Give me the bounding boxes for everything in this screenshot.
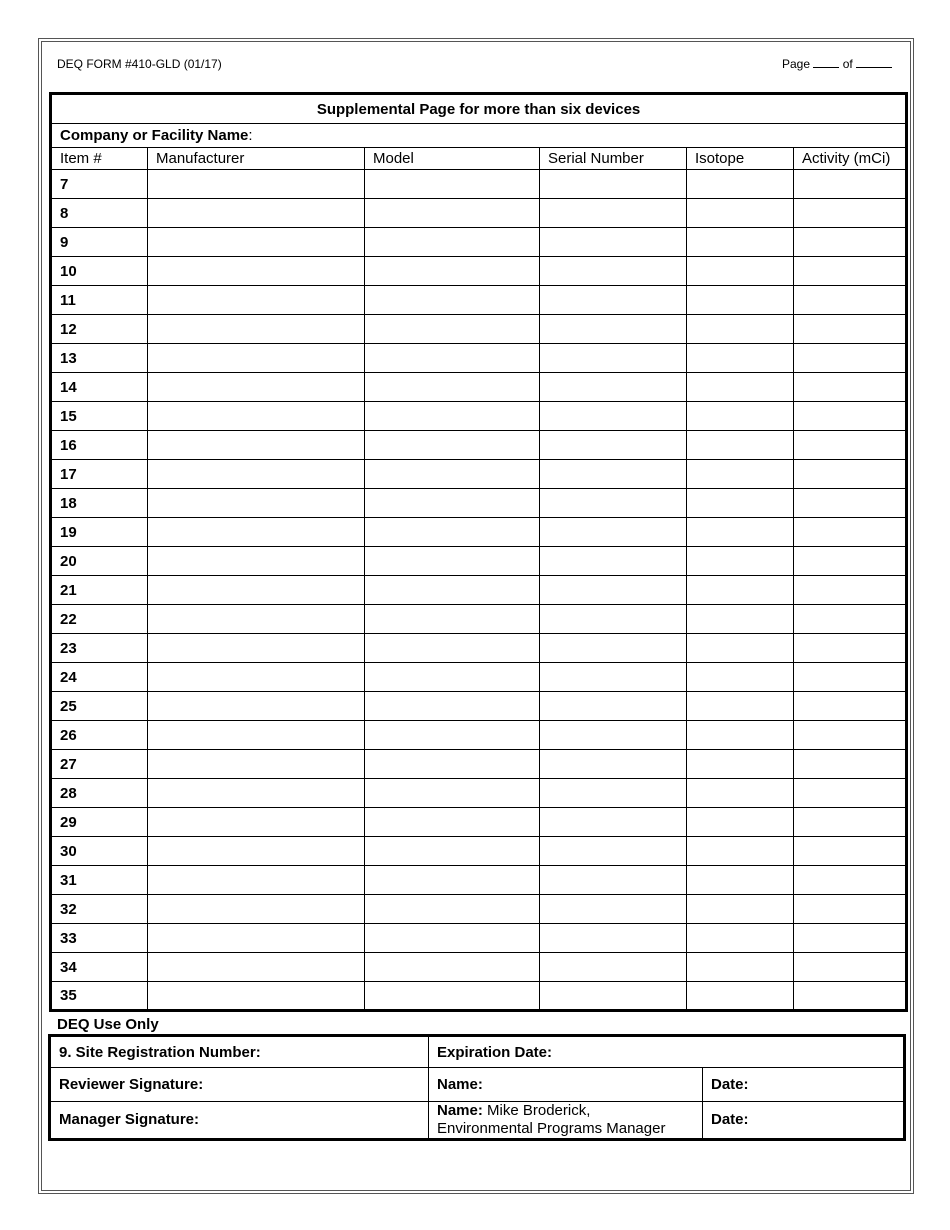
serial-number-cell[interactable] bbox=[540, 750, 687, 779]
table-row bbox=[51, 663, 907, 692]
serial-number-cell[interactable] bbox=[540, 953, 687, 982]
serial-number-cell[interactable] bbox=[540, 228, 687, 257]
deq-row-reviewer bbox=[50, 1068, 905, 1102]
item-number: 18 bbox=[51, 489, 148, 518]
item-number: 10 bbox=[51, 257, 148, 286]
item-number: 20 bbox=[51, 547, 148, 576]
serial-number-cell[interactable] bbox=[540, 489, 687, 518]
item-number: 29 bbox=[51, 808, 148, 837]
site-registration-field[interactable] bbox=[50, 1036, 429, 1068]
table-row bbox=[51, 547, 907, 576]
manufacturer-cell[interactable] bbox=[148, 315, 365, 344]
model-cell[interactable] bbox=[365, 402, 540, 431]
serial-number-cell[interactable] bbox=[540, 605, 687, 634]
item-number: 24 bbox=[51, 663, 148, 692]
column-header-isotope: Isotope bbox=[687, 148, 794, 170]
model-cell[interactable] bbox=[365, 721, 540, 750]
activity-cell[interactable] bbox=[794, 576, 907, 605]
activity-cell[interactable] bbox=[794, 721, 907, 750]
page-number-blank[interactable] bbox=[813, 57, 839, 68]
table-row bbox=[51, 750, 907, 779]
activity-cell[interactable] bbox=[794, 460, 907, 489]
isotope-cell[interactable] bbox=[687, 924, 794, 953]
item-number: 28 bbox=[51, 779, 148, 808]
isotope-cell[interactable] bbox=[687, 750, 794, 779]
isotope-cell[interactable] bbox=[687, 808, 794, 837]
deq-row-manager bbox=[50, 1102, 905, 1140]
reviewer-name-label: Name: bbox=[437, 1076, 483, 1093]
manager-signature-field[interactable] bbox=[50, 1102, 429, 1140]
serial-number-cell[interactable] bbox=[540, 982, 687, 1011]
activity-cell[interactable] bbox=[794, 779, 907, 808]
activity-cell[interactable] bbox=[794, 344, 907, 373]
item-number: 25 bbox=[51, 692, 148, 721]
item-number: 15 bbox=[51, 402, 148, 431]
item-number: 27 bbox=[51, 750, 148, 779]
item-number: 17 bbox=[51, 460, 148, 489]
activity-cell[interactable] bbox=[794, 837, 907, 866]
table-row bbox=[51, 895, 907, 924]
model-cell[interactable] bbox=[365, 315, 540, 344]
item-number: 9 bbox=[51, 228, 148, 257]
model-cell[interactable] bbox=[365, 489, 540, 518]
manufacturer-cell[interactable] bbox=[148, 431, 365, 460]
isotope-cell[interactable] bbox=[687, 721, 794, 750]
isotope-cell[interactable] bbox=[687, 228, 794, 257]
serial-number-cell[interactable] bbox=[540, 199, 687, 228]
column-header-manufacturer: Manufacturer bbox=[148, 148, 365, 170]
manufacturer-cell[interactable] bbox=[148, 228, 365, 257]
model-cell[interactable] bbox=[365, 431, 540, 460]
activity-cell[interactable] bbox=[794, 431, 907, 460]
activity-cell[interactable] bbox=[794, 257, 907, 286]
item-number: 14 bbox=[51, 373, 148, 402]
manufacturer-cell[interactable] bbox=[148, 721, 365, 750]
form-id: DEQ FORM #410-GLD (01/17) bbox=[57, 57, 222, 71]
isotope-cell[interactable] bbox=[687, 779, 794, 808]
model-cell[interactable] bbox=[365, 895, 540, 924]
manufacturer-cell[interactable] bbox=[148, 576, 365, 605]
table-row bbox=[51, 257, 907, 286]
manufacturer-cell[interactable] bbox=[148, 286, 365, 315]
isotope-cell[interactable] bbox=[687, 576, 794, 605]
isotope-cell[interactable] bbox=[687, 663, 794, 692]
table-row bbox=[51, 489, 907, 518]
serial-number-cell[interactable] bbox=[540, 315, 687, 344]
manager-name-value: Mike Broderick, bbox=[482, 1102, 591, 1119]
item-number: 35 bbox=[51, 982, 148, 1011]
model-cell[interactable] bbox=[365, 199, 540, 228]
serial-number-cell[interactable] bbox=[540, 547, 687, 576]
site-registration-label: 9. Site Registration Number: bbox=[59, 1043, 261, 1061]
activity-cell[interactable] bbox=[794, 866, 907, 895]
manufacturer-cell[interactable] bbox=[148, 750, 365, 779]
table-row bbox=[51, 199, 907, 228]
serial-number-cell[interactable] bbox=[540, 402, 687, 431]
activity-cell[interactable] bbox=[794, 402, 907, 431]
model-cell[interactable] bbox=[365, 518, 540, 547]
serial-number-cell[interactable] bbox=[540, 866, 687, 895]
manufacturer-cell[interactable] bbox=[148, 924, 365, 953]
isotope-cell[interactable] bbox=[687, 431, 794, 460]
serial-number-cell[interactable] bbox=[540, 460, 687, 489]
model-cell[interactable] bbox=[365, 982, 540, 1011]
table-row bbox=[51, 315, 907, 344]
isotope-cell[interactable] bbox=[687, 402, 794, 431]
serial-number-cell[interactable] bbox=[540, 170, 687, 199]
manager-date-label: Date: bbox=[711, 1111, 749, 1128]
table-row bbox=[51, 692, 907, 721]
table-row bbox=[51, 402, 907, 431]
serial-number-cell[interactable] bbox=[540, 692, 687, 721]
item-number: 31 bbox=[51, 866, 148, 895]
deq-use-only-label: DEQ Use Only bbox=[57, 1016, 159, 1033]
item-number: 34 bbox=[51, 953, 148, 982]
item-number: 8 bbox=[51, 199, 148, 228]
isotope-cell[interactable] bbox=[687, 489, 794, 518]
item-number: 13 bbox=[51, 344, 148, 373]
table-row bbox=[51, 634, 907, 663]
table-row bbox=[51, 576, 907, 605]
column-header-activity: Activity (mCi) bbox=[794, 148, 907, 170]
reviewer-name-field[interactable] bbox=[429, 1068, 703, 1102]
activity-cell[interactable] bbox=[794, 692, 907, 721]
model-cell[interactable] bbox=[365, 228, 540, 257]
company-row bbox=[51, 124, 907, 148]
manufacturer-cell[interactable] bbox=[148, 518, 365, 547]
table-row bbox=[51, 953, 907, 982]
activity-cell[interactable] bbox=[794, 373, 907, 402]
activity-cell[interactable] bbox=[794, 895, 907, 924]
manager-signature-label: Manager Signature: bbox=[59, 1111, 200, 1128]
activity-cell[interactable] bbox=[794, 982, 907, 1011]
column-header-model: Model bbox=[365, 148, 540, 170]
table-row bbox=[51, 808, 907, 837]
model-cell[interactable] bbox=[365, 692, 540, 721]
manager-date-field[interactable] bbox=[703, 1102, 905, 1140]
manufacturer-cell[interactable] bbox=[148, 837, 365, 866]
reviewer-signature-label: Reviewer Signature: bbox=[59, 1076, 204, 1093]
table-row bbox=[51, 286, 907, 315]
serial-number-cell[interactable] bbox=[540, 576, 687, 605]
isotope-cell[interactable] bbox=[687, 547, 794, 576]
serial-number-cell[interactable] bbox=[540, 808, 687, 837]
serial-number-cell[interactable] bbox=[540, 286, 687, 315]
manufacturer-cell[interactable] bbox=[148, 344, 365, 373]
manufacturer-cell[interactable] bbox=[148, 953, 365, 982]
item-number: 19 bbox=[51, 518, 148, 547]
item-number: 12 bbox=[51, 315, 148, 344]
isotope-cell[interactable] bbox=[687, 170, 794, 199]
reviewer-date-field[interactable] bbox=[703, 1068, 905, 1102]
serial-number-cell[interactable] bbox=[540, 837, 687, 866]
devices-table bbox=[49, 92, 908, 1012]
isotope-cell[interactable] bbox=[687, 895, 794, 924]
model-cell[interactable] bbox=[365, 170, 540, 199]
serial-number-cell[interactable] bbox=[540, 344, 687, 373]
serial-number-cell[interactable] bbox=[540, 721, 687, 750]
manufacturer-cell[interactable] bbox=[148, 895, 365, 924]
table-row bbox=[51, 866, 907, 895]
activity-cell[interactable] bbox=[794, 228, 907, 257]
activity-cell[interactable] bbox=[794, 547, 907, 576]
manufacturer-cell[interactable] bbox=[148, 808, 365, 837]
model-cell[interactable] bbox=[365, 663, 540, 692]
activity-cell[interactable] bbox=[794, 750, 907, 779]
manufacturer-cell[interactable] bbox=[148, 257, 365, 286]
isotope-cell[interactable] bbox=[687, 199, 794, 228]
column-header-row bbox=[51, 148, 907, 170]
item-number: 23 bbox=[51, 634, 148, 663]
serial-number-cell[interactable] bbox=[540, 373, 687, 402]
model-cell[interactable] bbox=[365, 605, 540, 634]
table-row bbox=[51, 431, 907, 460]
activity-cell[interactable] bbox=[794, 663, 907, 692]
isotope-cell[interactable] bbox=[687, 286, 794, 315]
item-number: 30 bbox=[51, 837, 148, 866]
table-row bbox=[51, 170, 907, 199]
model-cell[interactable] bbox=[365, 547, 540, 576]
table-row bbox=[51, 373, 907, 402]
item-number: 32 bbox=[51, 895, 148, 924]
manufacturer-cell[interactable] bbox=[148, 460, 365, 489]
activity-cell[interactable] bbox=[794, 286, 907, 315]
model-cell[interactable] bbox=[365, 779, 540, 808]
serial-number-cell[interactable] bbox=[540, 779, 687, 808]
model-cell[interactable] bbox=[365, 866, 540, 895]
company-colon: : bbox=[248, 127, 253, 144]
table-row bbox=[51, 228, 907, 257]
table-row bbox=[51, 344, 907, 373]
serial-number-cell[interactable] bbox=[540, 257, 687, 286]
manager-name-cell bbox=[429, 1102, 703, 1140]
of-label: of bbox=[842, 57, 853, 71]
company-name-field[interactable] bbox=[51, 124, 907, 148]
serial-number-cell[interactable] bbox=[540, 924, 687, 953]
table-row bbox=[51, 460, 907, 489]
activity-cell[interactable] bbox=[794, 605, 907, 634]
deq-use-table bbox=[48, 1034, 906, 1141]
isotope-cell[interactable] bbox=[687, 344, 794, 373]
isotope-cell[interactable] bbox=[687, 315, 794, 344]
model-cell[interactable] bbox=[365, 576, 540, 605]
isotope-cell[interactable] bbox=[687, 373, 794, 402]
model-cell[interactable] bbox=[365, 924, 540, 953]
item-number: 11 bbox=[51, 286, 148, 315]
isotope-cell[interactable] bbox=[687, 953, 794, 982]
item-number: 21 bbox=[51, 576, 148, 605]
column-header-item: Item # bbox=[51, 148, 148, 170]
activity-cell[interactable] bbox=[794, 518, 907, 547]
item-number: 7 bbox=[51, 170, 148, 199]
page-count bbox=[782, 57, 892, 71]
manufacturer-cell[interactable] bbox=[148, 489, 365, 518]
model-cell[interactable] bbox=[365, 808, 540, 837]
isotope-cell[interactable] bbox=[687, 982, 794, 1011]
activity-cell[interactable] bbox=[794, 170, 907, 199]
activity-cell[interactable] bbox=[794, 808, 907, 837]
model-cell[interactable] bbox=[365, 953, 540, 982]
activity-cell[interactable] bbox=[794, 953, 907, 982]
manufacturer-cell[interactable] bbox=[148, 170, 365, 199]
manufacturer-cell[interactable] bbox=[148, 547, 365, 576]
model-cell[interactable] bbox=[365, 837, 540, 866]
isotope-cell[interactable] bbox=[687, 866, 794, 895]
manufacturer-cell[interactable] bbox=[148, 692, 365, 721]
manufacturer-cell[interactable] bbox=[148, 402, 365, 431]
serial-number-cell[interactable] bbox=[540, 431, 687, 460]
isotope-cell[interactable] bbox=[687, 460, 794, 489]
item-number: 33 bbox=[51, 924, 148, 953]
table-title: Supplemental Page for more than six devices bbox=[51, 94, 907, 124]
model-cell[interactable] bbox=[365, 460, 540, 489]
isotope-cell[interactable] bbox=[687, 257, 794, 286]
activity-cell[interactable] bbox=[794, 315, 907, 344]
expiration-date-label: Expiration Date: bbox=[437, 1043, 553, 1061]
table-row bbox=[51, 837, 907, 866]
isotope-cell[interactable] bbox=[687, 518, 794, 547]
table-row bbox=[51, 605, 907, 634]
table-row bbox=[51, 982, 907, 1011]
model-cell[interactable] bbox=[365, 344, 540, 373]
activity-cell[interactable] bbox=[794, 199, 907, 228]
activity-cell[interactable] bbox=[794, 924, 907, 953]
serial-number-cell[interactable] bbox=[540, 634, 687, 663]
company-label: Company or Facility Name bbox=[60, 127, 249, 144]
page-label: Page bbox=[782, 57, 811, 71]
model-cell[interactable] bbox=[365, 257, 540, 286]
manager-title: Environmental Programs Manager bbox=[437, 1120, 666, 1137]
deq-row-registration bbox=[50, 1036, 905, 1068]
manufacturer-cell[interactable] bbox=[148, 634, 365, 663]
table-row bbox=[51, 924, 907, 953]
table-row bbox=[51, 518, 907, 547]
item-number: 26 bbox=[51, 721, 148, 750]
manufacturer-cell[interactable] bbox=[148, 779, 365, 808]
manufacturer-cell[interactable] bbox=[148, 199, 365, 228]
manufacturer-cell[interactable] bbox=[148, 866, 365, 895]
isotope-cell[interactable] bbox=[687, 634, 794, 663]
manufacturer-cell[interactable] bbox=[148, 982, 365, 1011]
table-row bbox=[51, 721, 907, 750]
model-cell[interactable] bbox=[365, 373, 540, 402]
model-cell[interactable] bbox=[365, 634, 540, 663]
manufacturer-cell[interactable] bbox=[148, 605, 365, 634]
isotope-cell[interactable] bbox=[687, 605, 794, 634]
reviewer-date-label: Date: bbox=[711, 1076, 749, 1093]
model-cell[interactable] bbox=[365, 750, 540, 779]
model-cell[interactable] bbox=[365, 286, 540, 315]
serial-number-cell[interactable] bbox=[540, 895, 687, 924]
page-total-blank[interactable] bbox=[856, 57, 892, 68]
serial-number-cell[interactable] bbox=[540, 518, 687, 547]
activity-cell[interactable] bbox=[794, 634, 907, 663]
table-row bbox=[51, 779, 907, 808]
manufacturer-cell[interactable] bbox=[148, 663, 365, 692]
isotope-cell[interactable] bbox=[687, 837, 794, 866]
item-number: 22 bbox=[51, 605, 148, 634]
expiration-date-field[interactable] bbox=[429, 1036, 905, 1068]
manufacturer-cell[interactable] bbox=[148, 373, 365, 402]
activity-cell[interactable] bbox=[794, 489, 907, 518]
item-number: 16 bbox=[51, 431, 148, 460]
table-title-row bbox=[51, 94, 907, 124]
isotope-cell[interactable] bbox=[687, 692, 794, 721]
column-header-serial-number: Serial Number bbox=[540, 148, 687, 170]
serial-number-cell[interactable] bbox=[540, 663, 687, 692]
manager-name-label: Name: bbox=[437, 1102, 483, 1119]
reviewer-signature-field[interactable] bbox=[50, 1068, 429, 1102]
